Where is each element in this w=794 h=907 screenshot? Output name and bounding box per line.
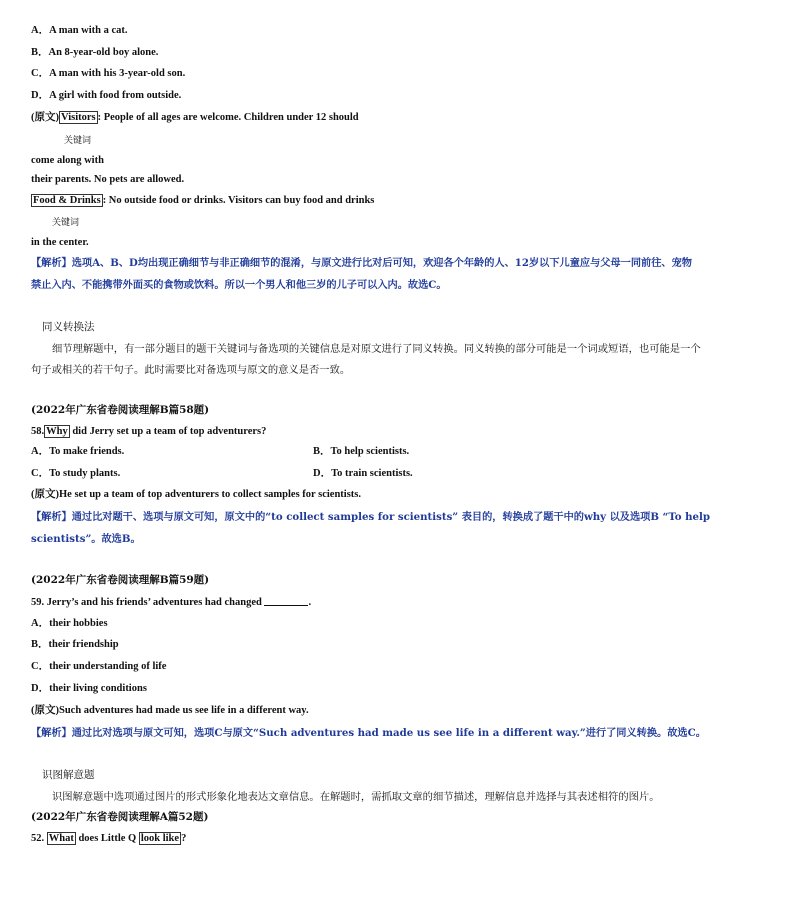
q59-stem — [31, 595, 311, 610]
keyword-box-visitors: Visitors — [61, 112, 96, 123]
keyword-label: 关键词 — [64, 136, 92, 146]
section-para-line1: 细节理解题中，有一部分题目的题干关键词与备选项的关键信息是对原文进行了同义转换。同义转换的部分可能是一个词或短语，也可能是一个 — [52, 343, 701, 355]
original-text-4: : No outside food or drinks. Visitors can buy food and drinks — [102, 195, 375, 206]
q58-stem-text: did Jerry set up a team of top adventurers? — [69, 426, 267, 437]
q59-original: (原文)Such adventures had made us see life in a different way. — [31, 705, 309, 716]
q59-option-c: C．their understanding of life — [31, 661, 167, 672]
analysis-q1-line1: 【解析】选项A、B、D均出现正确细节与非正确细节的混淆，与原文进行比对后可知，欢迎各个年龄的人、12岁以下儿童应与父母一同前往、宠物 — [31, 257, 692, 269]
answer-blank — [264, 595, 308, 606]
q59-stem-text: 59. Jerry’s and his friends’ adventures had changed — [31, 597, 265, 608]
q59-option-b: B．their friendship — [31, 639, 119, 650]
keyword-box-look-like: look like — [140, 833, 180, 844]
q58-original: (原文)He set up a team of top adventurers to collect samples for scientists. — [31, 489, 362, 500]
q58-number: 58. — [31, 426, 45, 437]
q59-option-a: A．their hobbies — [31, 618, 108, 629]
original-text-2: come along with — [31, 155, 104, 166]
original-text-1: : People of all ages are welcome. Children under 12 should — [97, 112, 359, 123]
q52-source: (2022年广东省卷阅读理解A篇52题) — [31, 811, 209, 823]
option-a: A．A man with a cat. — [31, 25, 128, 36]
section2-para: 识图解意题中选项通过图片的形式形象化地表达文章信息。在解题时，需抓取文章的细节描述，理解信息并选择与其表述相符的图片。 — [52, 791, 660, 803]
original-text-line-food — [31, 194, 374, 208]
original-text-5: in the center. — [31, 237, 89, 248]
q52-mid-text: does Little Q — [75, 833, 139, 844]
q58-option-d: D．To train scientists. — [313, 468, 413, 479]
original-prefix: (原文) — [31, 112, 59, 123]
section-title-synonym: 同义转换法 — [42, 321, 95, 333]
q58-option-c: C．To study plants. — [31, 468, 121, 479]
analysis-q59: 【解析】通过比对选项与原文可知，选项C与原文“Such adventures had made us see life in a different way.”进行了同义转换。故选C。 — [31, 727, 706, 739]
keyword-box-what: What — [48, 833, 74, 844]
q59-source: (2022年广东省卷阅读理解B篇59题) — [31, 574, 210, 586]
q59-option-d: D．their living conditions — [31, 683, 147, 694]
q52-stem — [31, 832, 186, 846]
option-b: B．An 8-year-old boy alone. — [31, 47, 159, 58]
original-text-3: their parents. No pets are allowed. — [31, 174, 185, 185]
option-d: D．A girl with food from outside. — [31, 90, 182, 101]
q52-number: 52. — [31, 833, 45, 844]
keyword-label-2: 关键词 — [52, 218, 80, 228]
analysis-q58-line1: 【解析】通过比对题干、选项与原文可知，原文中的“to collect samples for scientists” 表目的，转换成了题干中的why 以及选项B “To help — [31, 511, 711, 523]
q52-end: ? — [181, 833, 187, 844]
analysis-q1-line2: 禁止入内、不能携带外面买的食物或饮料。所以一个男人和他三岁的儿子可以入内。故选C。 — [31, 279, 447, 291]
keyword-box-food-drinks: Food & Drinks — [33, 195, 101, 206]
q59-stem-end: . — [308, 597, 312, 608]
section-title-picture: 识图解意题 — [42, 769, 95, 781]
q58-source: (2022年广东省卷阅读理解B篇58题) — [31, 404, 210, 416]
q58-option-a: A．To make friends. — [31, 446, 125, 457]
original-text-line — [31, 111, 359, 125]
q58-option-b: B．To help scientists. — [313, 446, 410, 457]
analysis-q58-line2: scientists”。故选B。 — [31, 533, 141, 545]
q58-stem — [31, 425, 266, 439]
keyword-box-why: Why — [46, 426, 68, 437]
section-para-line2: 句子或相关的若干句子。此时需要比对备选项与原文的意义是否一致。 — [31, 364, 351, 376]
option-c: C．A man with his 3-year-old son. — [31, 68, 186, 79]
